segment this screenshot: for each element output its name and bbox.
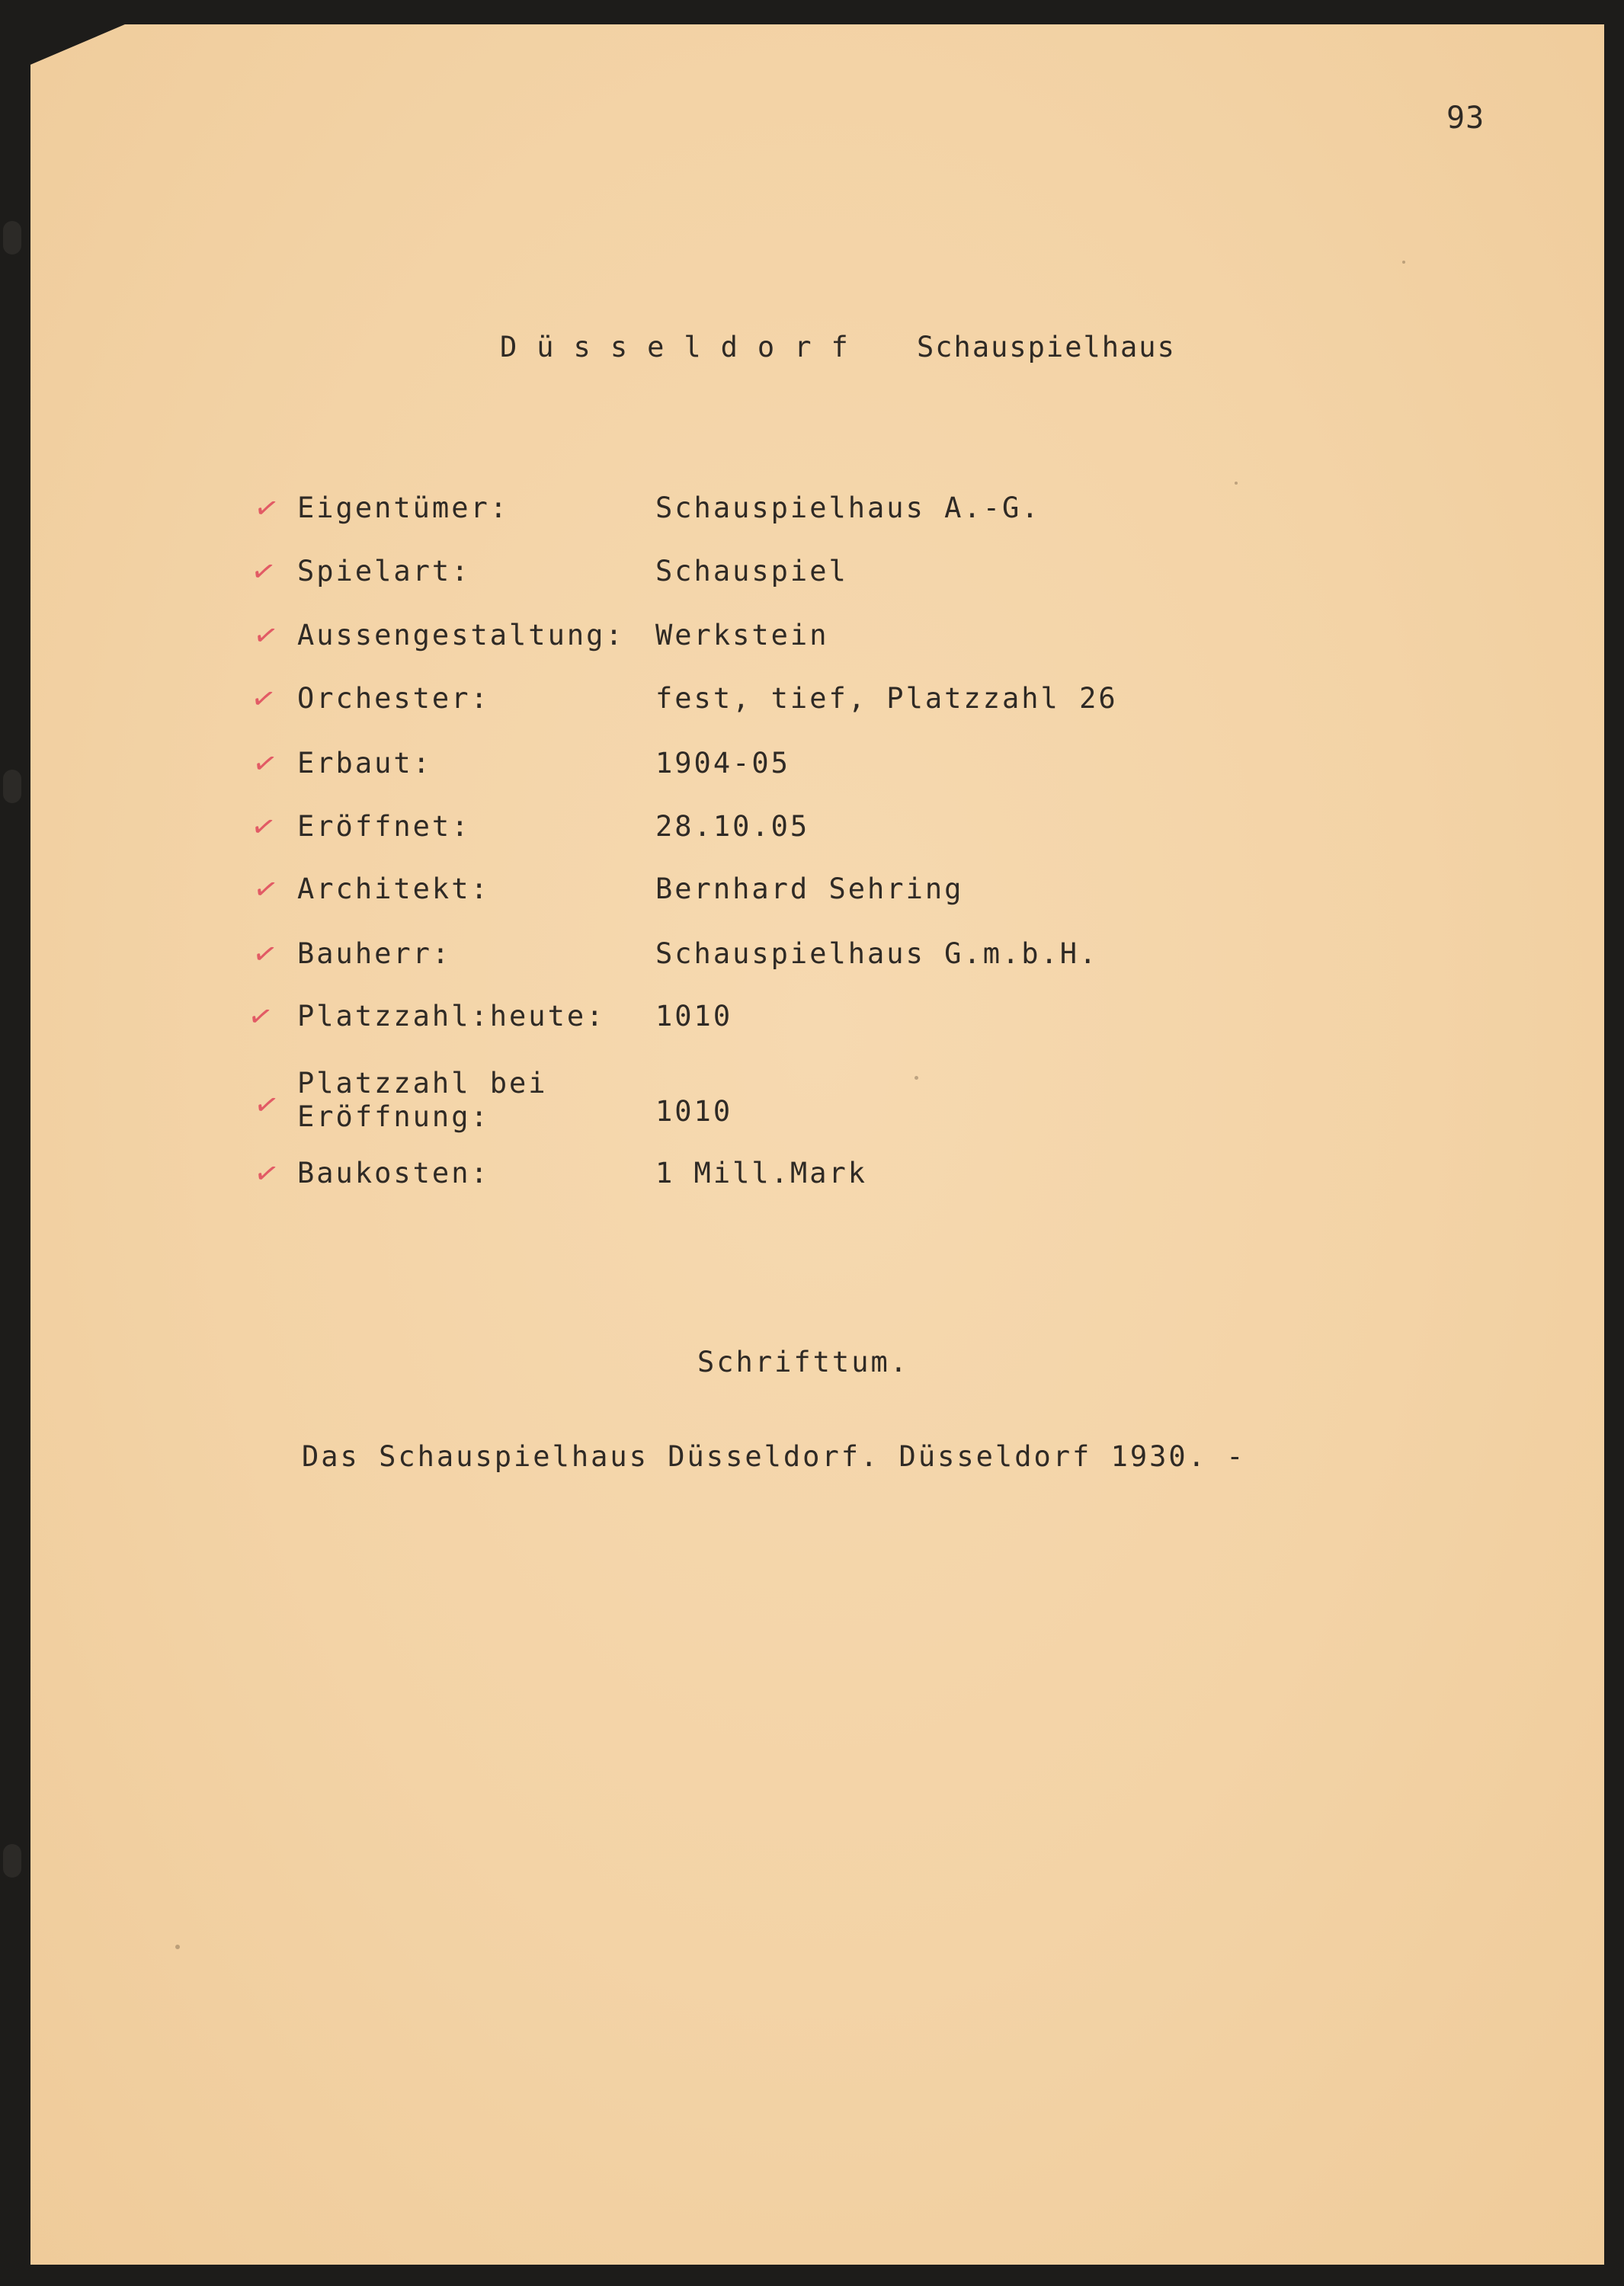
field-label: Eigentümer: xyxy=(297,491,510,524)
red-check-mark-icon: ✓ xyxy=(251,1086,283,1124)
red-check-mark-icon: ✓ xyxy=(248,680,280,718)
field-value: Schauspielhaus G.m.b.H. xyxy=(655,937,1099,970)
field-value: 1010 xyxy=(655,1000,733,1033)
red-check-mark-icon: ✓ xyxy=(249,744,281,783)
field-value: Schauspiel xyxy=(655,555,848,588)
red-check-mark-icon: ✓ xyxy=(249,935,281,973)
red-check-mark-icon: ✓ xyxy=(248,808,280,846)
literature-heading: Schrifttum. xyxy=(697,1346,910,1378)
red-check-mark-icon: ✓ xyxy=(250,616,282,655)
field-value: 1 Mill.Mark xyxy=(655,1157,868,1189)
field-label: Erbaut: xyxy=(297,747,432,780)
field-label: Architekt: xyxy=(297,872,490,905)
red-check-mark-icon: ✓ xyxy=(251,489,283,527)
red-check-mark-icon: ✓ xyxy=(250,870,282,908)
field-label: Eröffnet: xyxy=(297,810,471,843)
red-check-mark-icon: ✓ xyxy=(245,997,277,1036)
field-value: Bernhard Sehring xyxy=(655,872,964,905)
field-value: 1904-05 xyxy=(655,747,790,780)
field-value: 1010 xyxy=(655,1095,733,1128)
field-value: fest, tief, Platzzahl 26 xyxy=(655,682,1118,715)
field-value: 28.10.05 xyxy=(655,810,810,843)
field-label: Spielart: xyxy=(297,555,471,588)
field-label: Orchester: xyxy=(297,682,490,715)
binding-hole xyxy=(3,770,21,803)
field-label: Baukosten: xyxy=(297,1157,490,1189)
field-value: Werkstein xyxy=(655,619,829,652)
literature-entry: Das Schauspielhaus Düsseldorf. Düsseldorf 1930. - xyxy=(302,1440,1246,1473)
binding-hole xyxy=(3,1844,21,1878)
field-label: Bauherr: xyxy=(297,937,452,970)
paper-speck xyxy=(1235,482,1238,485)
red-check-mark-icon: ✓ xyxy=(251,1154,283,1193)
field-label: Platzzahl:heute: xyxy=(297,1000,606,1033)
paper-speck xyxy=(175,1945,180,1949)
paper-speck xyxy=(915,1076,918,1080)
field-value: Schauspielhaus A.-G. xyxy=(655,491,1041,524)
paper-speck xyxy=(1402,261,1405,264)
page-number: 93 xyxy=(1446,101,1485,136)
document-title-city: Düsseldorf xyxy=(500,331,868,363)
document-title-building: Schauspielhaus xyxy=(917,331,1176,363)
field-label: Aussengestaltung: xyxy=(297,619,625,652)
red-check-mark-icon: ✓ xyxy=(248,552,280,591)
field-label: Platzzahl bei Eröffnung: xyxy=(297,1067,548,1133)
binding-hole xyxy=(3,221,21,255)
